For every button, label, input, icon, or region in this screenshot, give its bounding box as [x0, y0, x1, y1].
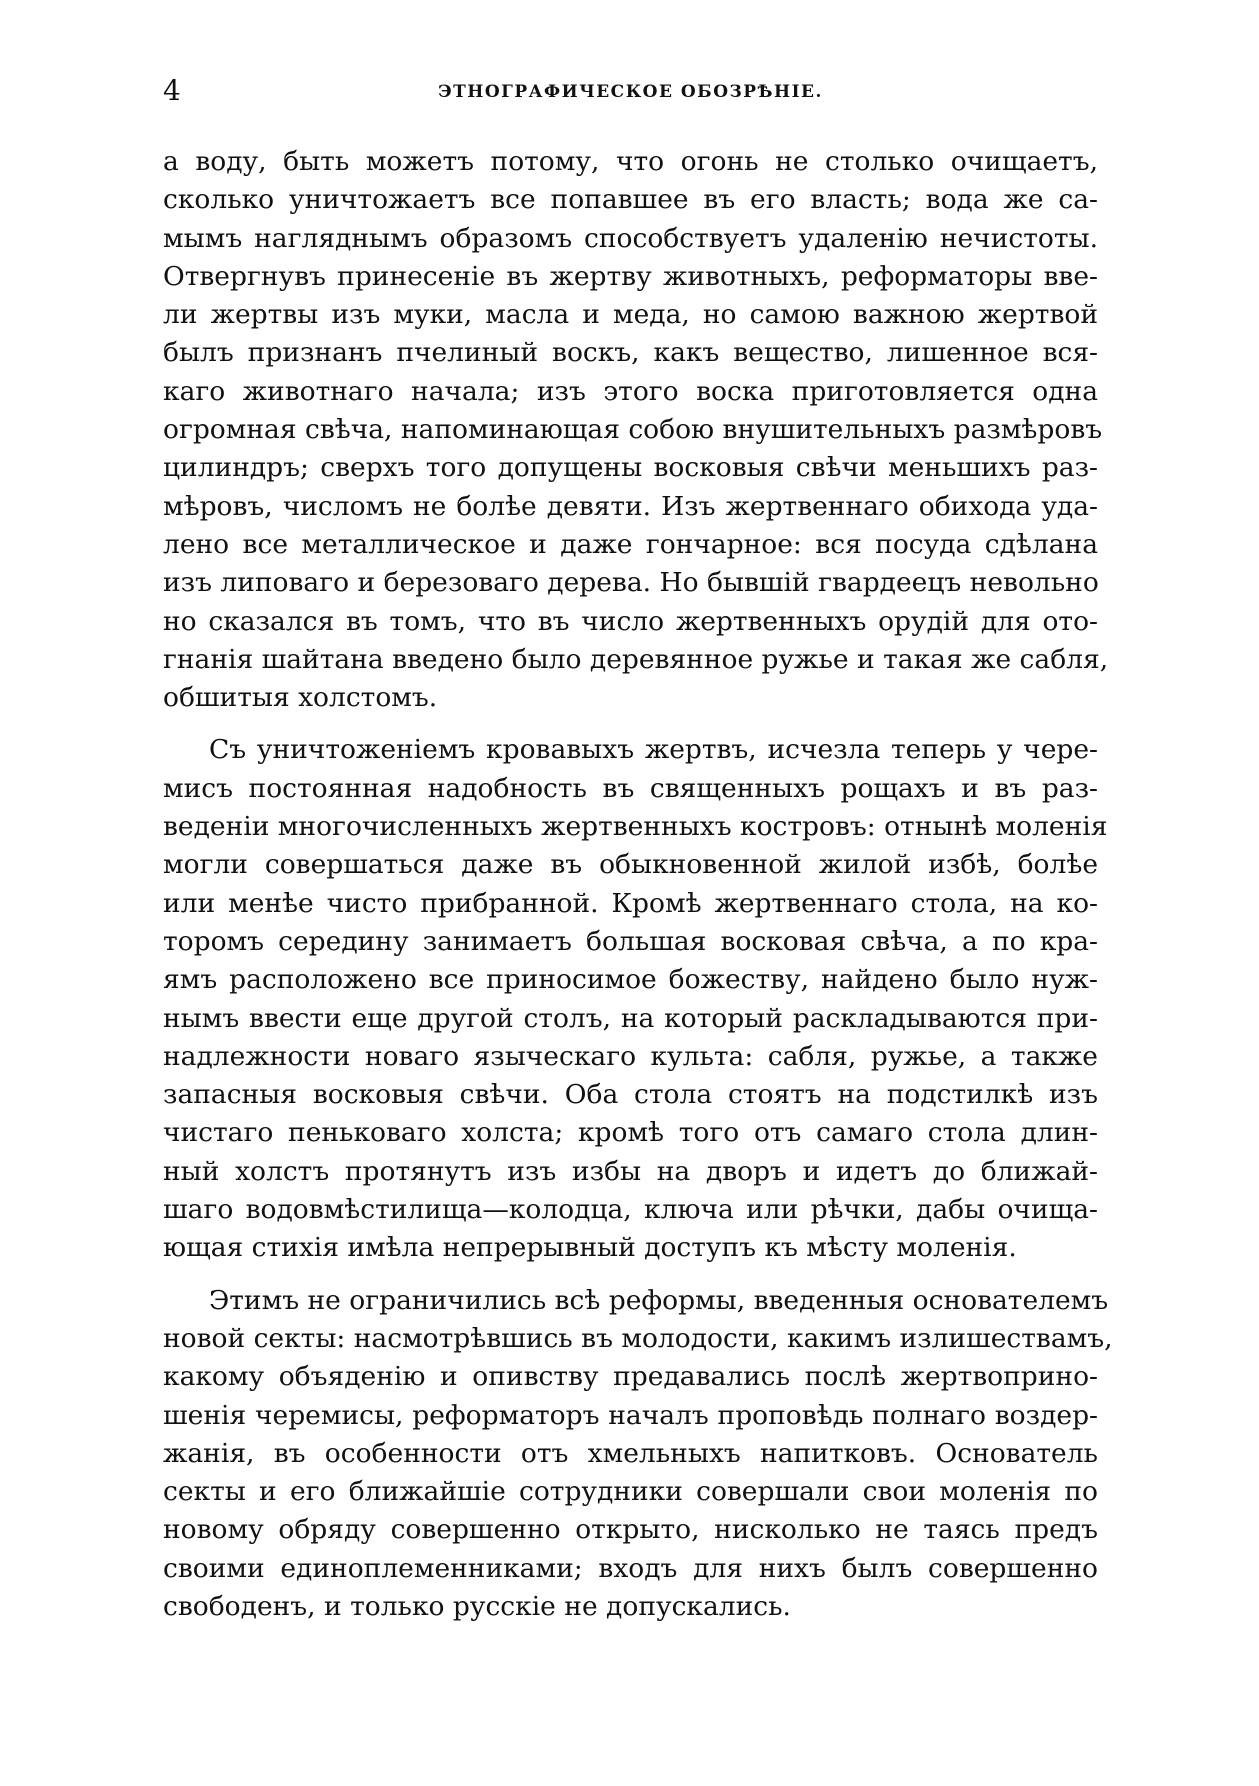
- text-line: жанія, въ особенности отъ хмельныхъ напитковъ. Основатель: [163, 1437, 1098, 1469]
- text-line: сколько уничтожаетъ все попавшее въ его власть; вода же са-: [163, 184, 1098, 216]
- text-line: мисъ постоянная надобность въ священныхъ рощахъ и въ раз-: [163, 772, 1098, 804]
- text-line: цилиндръ; сверхъ того допущены восковыя свѣчи меньшихъ раз-: [163, 452, 1098, 484]
- text-line: огромная свѣча, напоминающая собою внушительныхъ размѣровъ: [163, 414, 1103, 446]
- text-line: чистаго пеньковаго холста; кромѣ того отъ самаго стола длин-: [163, 1117, 1098, 1149]
- text-line: а воду, быть можетъ потому, что огонь не столько очищаетъ,: [163, 146, 1098, 177]
- text-line: мымъ нагляднымъ образомъ способствуетъ удаленію нечистоты.: [163, 222, 1098, 254]
- paragraph-gap: [163, 717, 1098, 731]
- text-line: секты и его ближайшіе сотрудники совершали свои моленія по: [163, 1476, 1098, 1508]
- text-line: обшитыя холстомъ.: [163, 682, 438, 714]
- text-line: ющая стихія имѣла непрерывный доступъ къ мѣсту моленія.: [163, 1232, 1017, 1264]
- text-line: какому объяденію и опивству предавались послѣ жертвоприно-: [163, 1361, 1098, 1393]
- paragraph-1: [163, 143, 1109, 717]
- page-number: 4: [163, 74, 181, 107]
- text-line: но сказался въ томъ, что въ число жертвенныхъ орудій для ото-: [163, 605, 1098, 637]
- text-line: лено все металлическое и даже гончарное: вся посуда сдѣлана: [163, 528, 1098, 560]
- text-line: былъ признанъ пчелиный воскъ, какъ вещество, лишенное вся-: [163, 337, 1098, 369]
- text-line: торомъ середину занимаетъ большая восковая свѣча, а по кра-: [163, 925, 1098, 957]
- text-line: мѣровъ, числомъ не болѣе девяти. Изъ жертвеннаго обихода уда-: [163, 490, 1098, 522]
- text-line: запасныя восковыя свѣчи. Оба стола стоятъ на подстилкѣ изъ: [163, 1079, 1098, 1111]
- text-line: новой секты: насмотрѣвшись въ молодости, какимъ излишествамъ,: [163, 1322, 1113, 1354]
- text-line: ли жертвы изъ муки, масла и меда, но самою важною жертвой: [163, 299, 1098, 331]
- text-line: гнанія шайтана введено было деревянное ружье и такая же сабля,: [163, 643, 1109, 675]
- text-line: каго животнаго начала; изъ этого воска приготовляется одна: [163, 375, 1098, 407]
- text-line: изъ липоваго и березоваго дерева. Но бывшій гвардеецъ невольно: [163, 567, 1099, 599]
- text-line: шаго водовмѣстилища—колодца, ключа или рѣчки, дабы очища-: [163, 1194, 1098, 1226]
- paragraph-3: [163, 1282, 1113, 1627]
- text-line: ный холстъ протянутъ изъ избы на дворъ и идетъ до ближай-: [163, 1155, 1098, 1187]
- text-line: Этимъ не ограничились всѣ реформы, введенныя основателемъ: [209, 1284, 1109, 1316]
- page-header: [163, 74, 1098, 114]
- text-line: могли совершаться даже въ обыкновенной жилой избѣ, болѣе: [163, 849, 1098, 881]
- text-line: Отвергнувъ принесеніе въ жертву животныхъ, реформаторы вве-: [163, 260, 1098, 292]
- text-line: своими единоплеменниками; входъ для нихъ былъ совершенно: [163, 1552, 1098, 1584]
- paragraph-2: [163, 731, 1108, 1267]
- text-line: шенія черемисы, реформаторъ началъ проповѣдь полнаго воздер-: [163, 1399, 1098, 1431]
- text-line: Съ уничтоженіемъ кровавыхъ жертвъ, исчезла теперь у чере-: [209, 734, 1098, 766]
- text-line: веденіи многочисленныхъ жертвенныхъ костровъ: отнынѣ моленія: [163, 811, 1108, 843]
- text-line: или менѣе чисто прибранной. Кромѣ жертвеннаго стола, на ко-: [163, 887, 1098, 919]
- paragraph-gap: [163, 1268, 1098, 1282]
- text-line: свободенъ, и только русскіе не допускались.: [163, 1590, 791, 1622]
- running-title: ЭТНОГРАФИЧЕСКОЕ ОБОЗРѢНІЕ.: [438, 82, 823, 102]
- text-line: ямъ расположено все приносимое божеству, найдено было нуж-: [163, 964, 1098, 996]
- text-line: нымъ ввести еще другой столъ, на который раскладываются при-: [163, 1002, 1098, 1034]
- text-line: новому обряду совершенно открыто, нисколько не таясь предъ: [163, 1514, 1098, 1546]
- body-text: [163, 143, 1113, 1626]
- text-line: надлежности новаго языческаго культа: сабля, ружье, а также: [163, 1040, 1098, 1072]
